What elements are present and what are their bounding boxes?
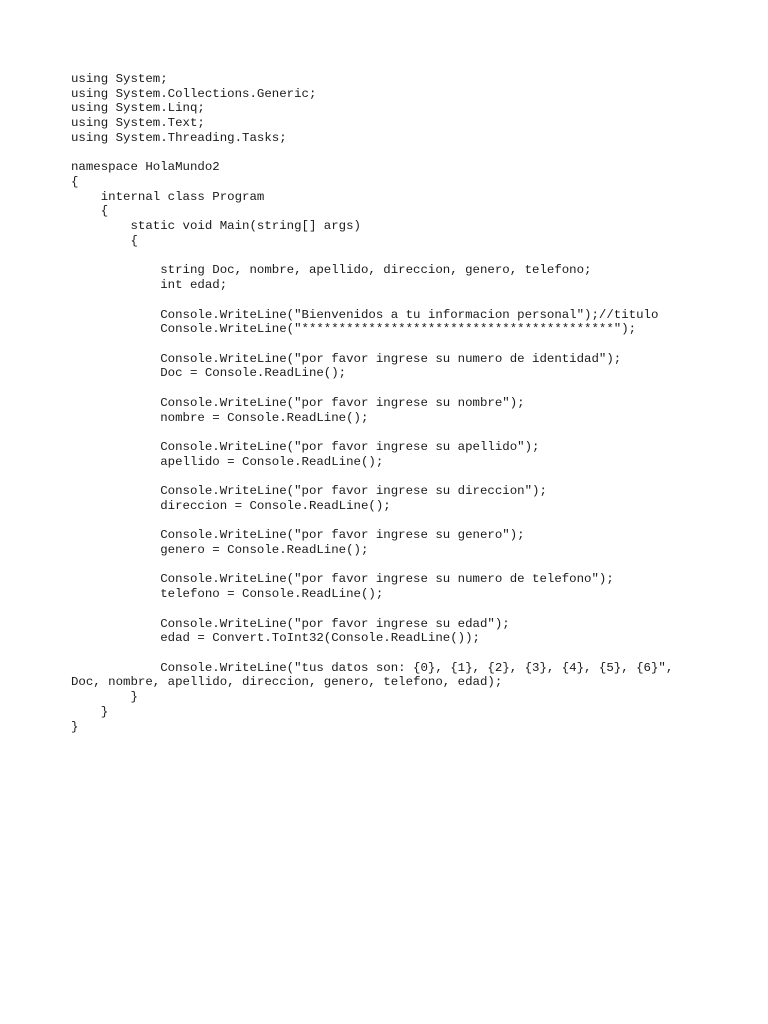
code-line: Console.WriteLine("por favor ingrese su apellido");: [71, 439, 540, 454]
code-line: }: [71, 719, 79, 734]
code-line: [71, 249, 751, 264]
code-line: }: [71, 704, 109, 719]
code-line: Console.WriteLine("por favor ingrese su nombre");: [71, 395, 525, 410]
code-line: [71, 293, 751, 308]
code-line: telefono = Console.ReadLine();: [71, 587, 384, 602]
code-line: using System.Linq;: [71, 101, 205, 116]
code-line: Console.WriteLine("por favor ingrese su numero de telefono");: [71, 572, 614, 587]
code-line: Doc = Console.ReadLine();: [71, 366, 347, 381]
code-line: [71, 469, 751, 484]
code-line: Console.WriteLine("******************************************");: [71, 322, 637, 337]
code-line: Console.WriteLine("por favor ingrese su direccion");: [71, 484, 547, 499]
code-line: internal class Program: [71, 189, 265, 204]
code-line: {: [71, 175, 79, 190]
code-line: nombre = Console.ReadLine();: [71, 410, 369, 425]
code-line: static void Main(string[] args): [71, 219, 361, 234]
code-line: [71, 425, 751, 440]
code-line: Console.WriteLine("por favor ingrese su edad");: [71, 616, 510, 631]
code-line: Console.WriteLine("tus datos son: {0}, {1}, {2}, {3}, {4}, {5}, {6}",: [71, 660, 674, 675]
code-line: [71, 381, 751, 396]
code-line: [71, 602, 751, 617]
code-line: namespace HolaMundo2: [71, 160, 220, 175]
code-line: genero = Console.ReadLine();: [71, 543, 369, 557]
code-line: string Doc, nombre, apellido, direccion, genero, telefono;: [71, 263, 592, 278]
code-line: Console.WriteLine("Bienvenidos a tu informacion personal");//titulo: [71, 307, 659, 322]
code-line: [71, 146, 751, 161]
code-line: int edad;: [71, 278, 228, 293]
code-line: direccion = Console.ReadLine();: [71, 498, 391, 513]
code-line: edad = Convert.ToInt32(Console.ReadLine());: [71, 631, 480, 646]
code-line: [71, 646, 751, 661]
code-line: {: [71, 233, 138, 248]
code-line: [71, 514, 751, 529]
code-line: Console.WriteLine("por favor ingrese su genero");: [71, 528, 525, 543]
code-line: [71, 337, 751, 352]
code-line: using System.Text;: [71, 116, 205, 131]
code-line: }: [71, 690, 138, 705]
code-line: using System;: [71, 72, 168, 86]
code-line: Doc, nombre, apellido, direccion, genero, telefono, edad);: [71, 675, 503, 690]
code-line: Console.WriteLine("por favor ingrese su numero de identidad");: [71, 351, 622, 366]
code-line: {: [71, 204, 109, 219]
code-listing: [71, 72, 751, 734]
code-line: using System.Threading.Tasks;: [71, 130, 287, 145]
code-line: apellido = Console.ReadLine();: [71, 454, 384, 469]
code-line: [71, 558, 751, 573]
code-line: using System.Collections.Generic;: [71, 86, 317, 101]
